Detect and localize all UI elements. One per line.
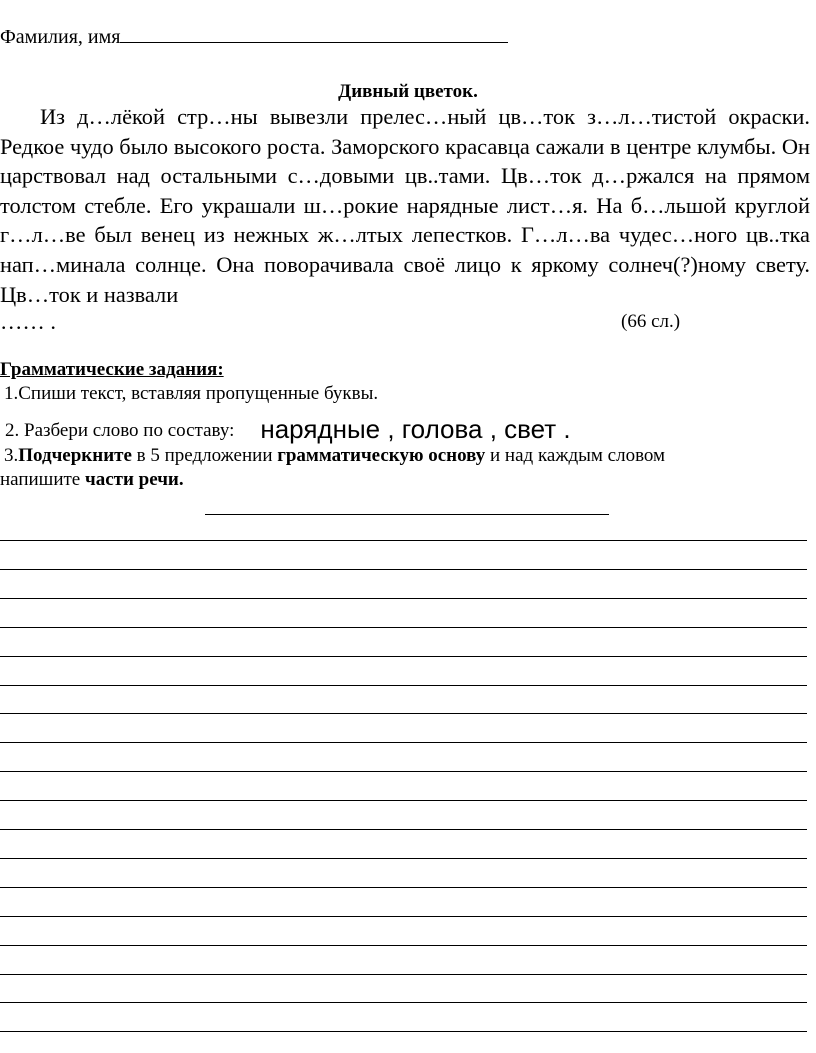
writing-line[interactable] [0,945,807,946]
writing-line[interactable] [0,858,807,859]
name-blank-line[interactable] [120,22,508,43]
writing-line[interactable] [0,1031,807,1032]
task-2-words: нарядные , голова , свет . [260,414,571,444]
task-3-bold-parts: части речи. [84,469,184,490]
name-field [0,22,508,50]
writing-line[interactable] [0,685,807,686]
writing-line[interactable] [0,916,807,917]
writing-line[interactable] [0,540,807,541]
writing-line[interactable] [0,569,807,570]
task-3 [4,444,665,468]
story-ending [0,307,810,337]
writing-line[interactable] [0,598,807,599]
task-3-text-1: в 5 предложении [131,445,278,466]
writing-line[interactable] [0,974,807,975]
task-3-text-3: напишите [0,469,85,490]
name-label: Фамилия, имя [0,26,121,48]
writing-line[interactable] [0,800,807,801]
writing-line[interactable] [0,656,807,657]
writing-line[interactable] [0,829,807,830]
writing-line[interactable] [0,771,807,772]
writing-line[interactable] [0,627,807,628]
task-3-continued [0,468,184,492]
task-3-number: 3. [4,445,19,466]
separator-line [205,514,609,515]
word-count: (66 сл.) [621,311,681,332]
task-2-label: 2. Разбери слово по составу: [5,420,235,441]
writing-line[interactable] [0,1002,807,1003]
task-2 [5,414,571,444]
task-3-bold-underline: Подчеркните [18,445,132,466]
grammar-heading: Грамматические задания: [0,359,224,380]
writing-line[interactable] [0,742,807,743]
story-title: Дивный цветок. [338,81,478,102]
task-3-bold-basis: грамматическую основу [277,445,486,466]
story-text: Из д…лёкой стр…ны вывезли прелес…ный цв…ток з…л…тистой окраски. Редкое чудо было высокого роста. Заморского красавца сажали в центре клумбы. Он царствовал над остальными с…довыми цв..тами. Цв…ток д…ржался на прямом толстом стебле. Его украшали ш…рокие нарядные лист…я. На б…льшой круглой г…л…ве был венец из нежных ж…лтых лепестков. Г…л…ва чудес…ного цв..тка нап…минала солнце. Она поворачивала своё лицо к яркому солнеч(?)ному свету. Цв…ток и назвали [0,104,810,307]
story-ending-dots: …… . [0,309,56,334]
writing-line[interactable] [0,887,807,888]
task-3-text-2: и над каждым словом [485,445,666,466]
task-1: 1.Спиши текст, вставляя пропущенные буквы. [4,383,379,404]
writing-line[interactable] [0,713,807,714]
